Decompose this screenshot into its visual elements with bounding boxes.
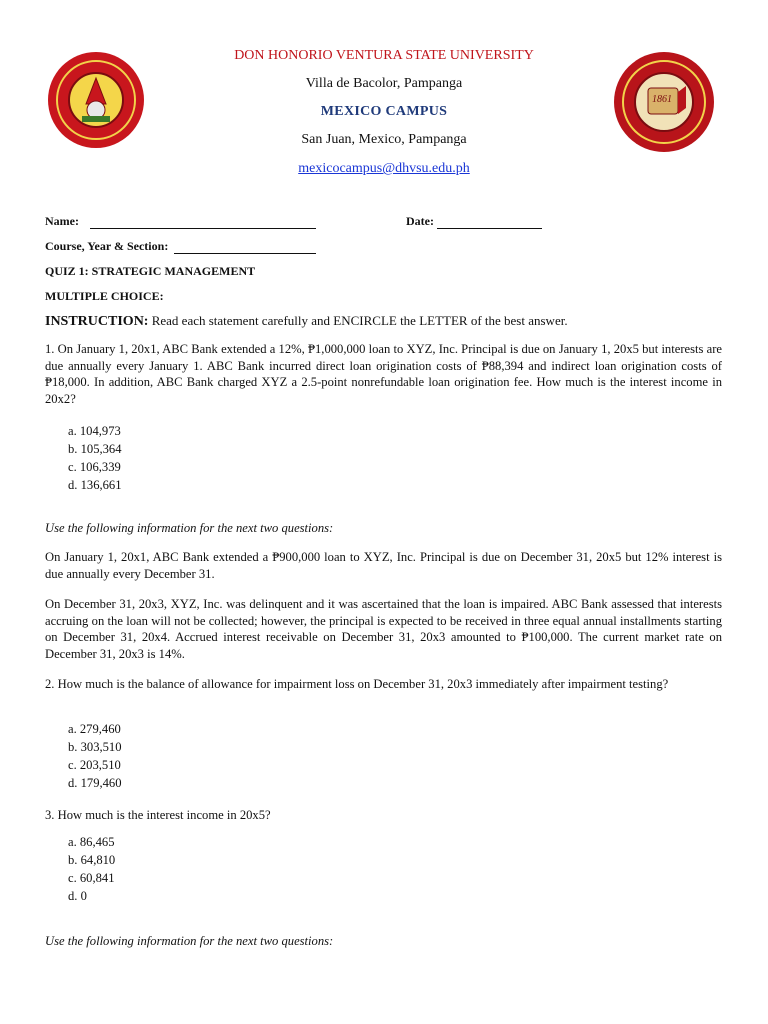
university-name: DON HONORIO VENTURA STATE UNIVERSITY (234, 48, 534, 63)
question-3: 3. How much is the interest income in 20x5? (45, 808, 271, 822)
instruction-label: INSTRUCTION: (45, 314, 149, 329)
q1-option-d[interactable]: d. 136,661 (68, 478, 122, 492)
question-2: 2. How much is the balance of allowance for impairment loss on December 31, 20x3 immediately after impairment testing? (45, 677, 669, 691)
case-paragraph-1: On January 1, 20x1, ABC Bank extended a ₱900,000 loan to XYZ, Inc. Principal is due on December 31, 20x5 but 12% interest is due annually every December 31. (45, 550, 722, 581)
case-paragraph-2: On December 31, 20x3, XYZ, Inc. was delinquent and it was ascertained that the loan is impaired. ABC Bank assessed that interests accruing on the loan will not be collected; however, the principal is expected to be received in three equal annual installments starting on December 31, 20x4. Accrued interest receivable on December 31, 20x3 amounted to ₱100,000. The current market rate on December 31, 20x3 is 14%. (45, 597, 722, 661)
q3-option-b[interactable]: b. 64,810 (68, 853, 116, 867)
date-field[interactable] (437, 228, 542, 229)
q1-option-a[interactable]: a. 104,973 (68, 424, 121, 438)
q2-option-a[interactable]: a. 279,460 (68, 722, 121, 736)
quiz-title: QUIZ 1: STRATEGIC MANAGEMENT (45, 264, 256, 278)
section-title: MULTIPLE CHOICE: (45, 289, 164, 303)
instruction (45, 313, 568, 330)
info-note-2: Use the following information for the next two questions: (45, 934, 334, 948)
instruction-text: Read each statement carefully and ENCIRCLE the LETTER of the best answer. (148, 313, 568, 328)
campus-name: MEXICO CAMPUS (320, 104, 448, 119)
q2-option-c[interactable]: c. 203,510 (68, 758, 121, 772)
name-field[interactable] (90, 228, 316, 229)
course-field[interactable] (174, 253, 316, 254)
q2-option-b[interactable]: b. 303,510 (68, 740, 122, 754)
q1-option-c[interactable]: c. 106,339 (68, 460, 121, 474)
q3-option-a[interactable]: a. 86,465 (68, 835, 115, 849)
university-location: Villa de Bacolor, Pampanga (305, 76, 463, 91)
seal-year: 1861 (652, 94, 672, 105)
q2-option-d[interactable]: d. 179,460 (68, 776, 122, 790)
date-label: Date: (406, 214, 434, 228)
question-1: 1. On January 1, 20x1, ABC Bank extended a 12%, ₱1,000,000 loan to XYZ, Inc. Principal is due on January 1, 20x5 but interests are due annually every January 1. ABC Bank incurred direct loan origination costs of ₱88,394 and indirect loan origination costs of ₱18,000. In addition, ABC Bank charged XYZ a 2.5-point nonrefundable loan origination fee. How much is the interest income in 20x2? (45, 342, 722, 406)
q3-option-d[interactable]: d. 0 (68, 889, 87, 903)
q3-option-c[interactable]: c. 60,841 (68, 871, 115, 885)
q1-option-b[interactable]: b. 105,364 (68, 442, 122, 456)
course-label: Course, Year & Section: (45, 239, 169, 253)
info-note-1: Use the following information for the next two questions: (45, 521, 334, 535)
campus-email-link[interactable]: mexicocampus@dhvsu.edu.ph (298, 161, 470, 176)
name-label: Name: (45, 214, 79, 228)
campus-address: San Juan, Mexico, Pampanga (301, 132, 467, 147)
